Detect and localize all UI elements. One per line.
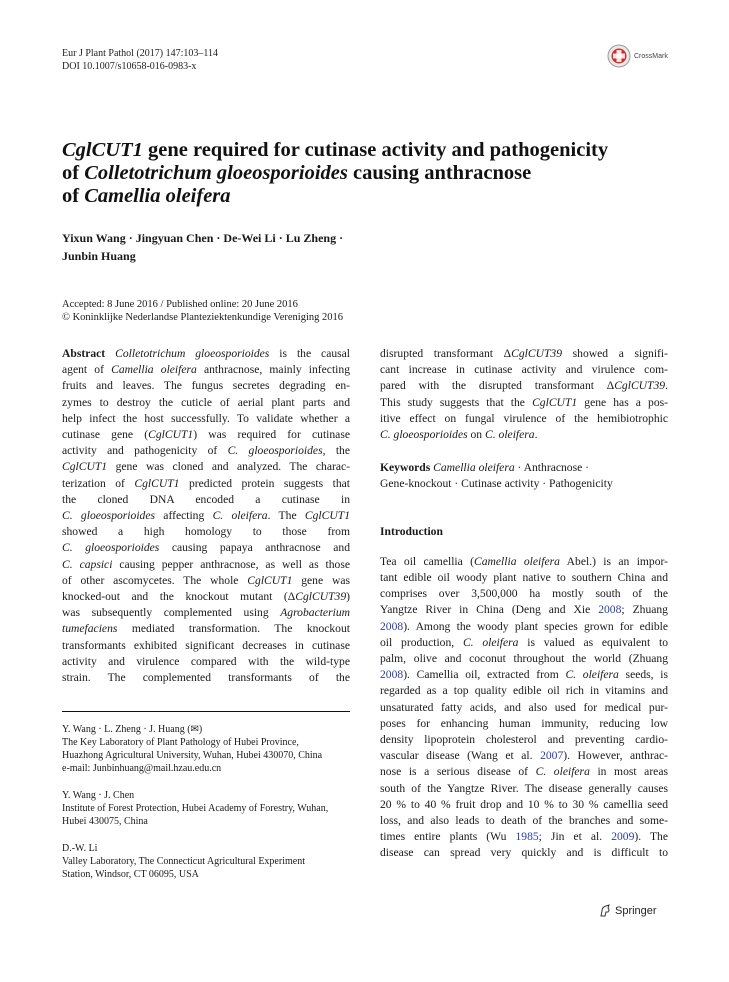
affiliation-line: The Key Laboratory of Plant Pathology of Hubei Province, bbox=[62, 737, 299, 748]
abstract-line: C. gloeosporioides on C. oleifera. bbox=[380, 428, 538, 442]
crossmark-label: CrossMark bbox=[634, 52, 668, 60]
abstract-line: C. gloeosporioides causing papaya anthracnose and bbox=[62, 541, 350, 555]
author-list: Yixun Wang · Jingyuan Chen · De-Wei Li · Lu Zheng · Junbin Huang bbox=[62, 231, 344, 263]
introduction-line: 2008). Camellia oil, extracted from C. oleifera seeds, is bbox=[380, 668, 669, 682]
introduction-line: regarded as a top quality edible oil rich in vitamins and bbox=[380, 684, 668, 698]
abstract-line: C. gloeosporioides affecting C. oleifera. The CglCUT1 bbox=[62, 509, 350, 523]
affiliation-line: Institute of Forest Protection, Hubei Academy of Forestry, Wuhan, bbox=[62, 803, 329, 814]
affiliation-group bbox=[62, 723, 362, 775]
abstract-line: tumefaciens mediated transformation. The knockout bbox=[62, 622, 350, 636]
affiliation-line: Valley Laboratory, The Connecticut Agricultural Experiment bbox=[62, 856, 305, 867]
abstract-line: zymes to destroy the cuticle of aerial plant parts and bbox=[62, 395, 350, 409]
introduction-line: south of the Yangtze River. The disease generally causes bbox=[380, 781, 668, 795]
introduction-line: density lipoprotein cholesterol and preventing cardio- bbox=[380, 733, 668, 747]
affiliation-authors: D.-W. Li bbox=[62, 843, 98, 854]
publication-dates: Accepted: 8 June 2016 / Published online: 20 June 2016 © Koninklijke Nederlandse Planteziektenkundige Vereniging 2016 bbox=[62, 299, 344, 323]
introduction-line: nose is a serious disease of C. oleifera in most areas bbox=[380, 765, 668, 779]
journal-citation: Eur J Plant Pathol (2017) 147:103–114 bbox=[62, 48, 219, 59]
publisher-logo bbox=[598, 904, 657, 918]
crossmark-icon bbox=[607, 44, 631, 68]
abstract-line: of other ascomycetes. The whole CglCUT1 gene was bbox=[62, 573, 350, 587]
abstract-line: strain. The complemented transformants of the bbox=[62, 671, 350, 685]
affiliation-authors: Y. Wang · J. Chen bbox=[62, 790, 135, 801]
affiliation-authors: Y. Wang · L. Zheng · J. Huang (✉) bbox=[62, 724, 203, 735]
abstract-line: agent of Camellia oleifera anthracnose, mainly infecting bbox=[62, 363, 350, 377]
springer-horse-icon bbox=[598, 904, 612, 918]
abstract-line: This study suggests that the CglCUT1 gene has a pos- bbox=[380, 395, 669, 409]
abstract-line: fruits and leaves. The fungus secretes degrading en- bbox=[62, 379, 350, 393]
keywords-line: Camellia oleifera · Anthracnose · bbox=[433, 461, 589, 475]
article-title: CglCUT1 gene required for cutinase activity and pathogenicity of Colletotrichum gloeosporioides causing anthracnose of Camellia oleifera bbox=[62, 139, 609, 207]
affiliation-group bbox=[62, 789, 362, 828]
abstract-line: pared with the disrupted transformant ΔCglCUT39. bbox=[380, 379, 668, 393]
abstract-line: cutinase gene (CglCUT1) was required for cutinase bbox=[62, 428, 350, 442]
introduction-line: palm, olive and coconut throughout the world (Zhuang bbox=[380, 652, 668, 666]
abstract-line: CglCUT1 gene was cloned and analyzed. The charac- bbox=[62, 460, 350, 474]
abstract-line: cant increase in cutinase activity and virulence com- bbox=[380, 363, 668, 377]
publisher-name: Springer bbox=[615, 905, 657, 917]
keywords-line: Gene-knockout · Cutinase activity · Pathogenicity bbox=[380, 477, 613, 491]
abstract-line: help infect the host successfully. To validate whether a bbox=[62, 411, 350, 425]
introduction-line: 2008). Among the woody plant species grown for edible bbox=[380, 619, 668, 633]
introduction-line: times entire plants (Wu 1985; Jin et al. 2009). The bbox=[380, 830, 668, 844]
doi: DOI 10.1007/s10658-016-0983-x bbox=[62, 61, 197, 72]
introduction-line: tant edible oil woody plant native to southern China and bbox=[380, 571, 668, 585]
introduction-line: Yangtze River in China (Deng and Xie 2008; Zhuang bbox=[380, 603, 668, 617]
abstract-line: the cloned DNA encoded a cutinase in bbox=[62, 492, 350, 506]
introduction-line: vascular disease (Wang et al. 2007). However, anthrac- bbox=[380, 749, 668, 763]
abstract-line: itive effect on fungal virulence of the hemibiotrophic bbox=[380, 411, 668, 425]
introduction-line: disease can spread very quickly and is difficult to bbox=[380, 846, 668, 860]
affiliation-line: Station, Windsor, CT 06095, USA bbox=[62, 869, 199, 880]
abstract bbox=[62, 346, 350, 686]
introduction-line: comprises over 3,500,000 ha mostly south of the bbox=[380, 587, 668, 601]
abstract-line: activity and pathogenicity of C. gloeosporioides, the bbox=[62, 444, 350, 458]
introduction-line: 20 % to 40 % fruit drop and 10 % to 30 % camellia seed bbox=[380, 797, 668, 811]
introduction-line: oil production, C. oleifera is valued as equivalent to bbox=[380, 635, 668, 649]
abstract-line: was subsequently complemented using Agrobacterium bbox=[62, 606, 350, 620]
footnote-divider bbox=[62, 711, 350, 712]
abstract-line: C. capsici causing pepper anthracnose, as well as those bbox=[62, 557, 350, 571]
introduction-heading: Introduction bbox=[380, 524, 443, 538]
keywords-heading: Keywords bbox=[380, 461, 431, 475]
abstract-line: terization of CglCUT1 predicted protein suggests that bbox=[62, 476, 350, 490]
introduction-line: unsaturated fatty acids, and also used for medical pur- bbox=[380, 700, 668, 714]
abstract-line: disrupted transformant ΔCglCUT39 showed a signifi- bbox=[380, 347, 668, 360]
abstract-line: transformants exhibited significant decreases in cutinase bbox=[62, 638, 350, 652]
author-affiliations bbox=[62, 723, 362, 895]
introduction-line: Tea oil camellia (Camellia oleifera Abel.) is an impor- bbox=[380, 554, 669, 568]
affiliation-group bbox=[62, 842, 362, 881]
right-column bbox=[380, 346, 668, 862]
affiliation-line: e-mail: Junbinhuang@mail.hzau.edu.cn bbox=[62, 763, 222, 774]
abstract-line: showed a high homology to those from bbox=[62, 525, 350, 539]
abstract-line: knocked-out and the knockout mutant (ΔCglCUT39) bbox=[62, 590, 350, 604]
keywords bbox=[380, 460, 668, 476]
abstract-line: activity and virulence compared with the wild-type bbox=[62, 654, 350, 668]
introduction-line: poses for enhancing human immunity, reducing low bbox=[380, 716, 668, 730]
abstract-heading: Abstract bbox=[62, 347, 106, 360]
affiliation-line: Hubei 430075, China bbox=[62, 816, 148, 827]
affiliation-line: Huazhong Agricultural University, Wuhan, Hubei 430070, China bbox=[62, 750, 323, 761]
introduction-line: loss, and also leads to death of the branches and some- bbox=[380, 814, 668, 828]
crossmark-badge[interactable] bbox=[607, 43, 668, 69]
abstract-line: Abstract Colletotrichum gloeosporioides is the causal bbox=[62, 347, 351, 360]
